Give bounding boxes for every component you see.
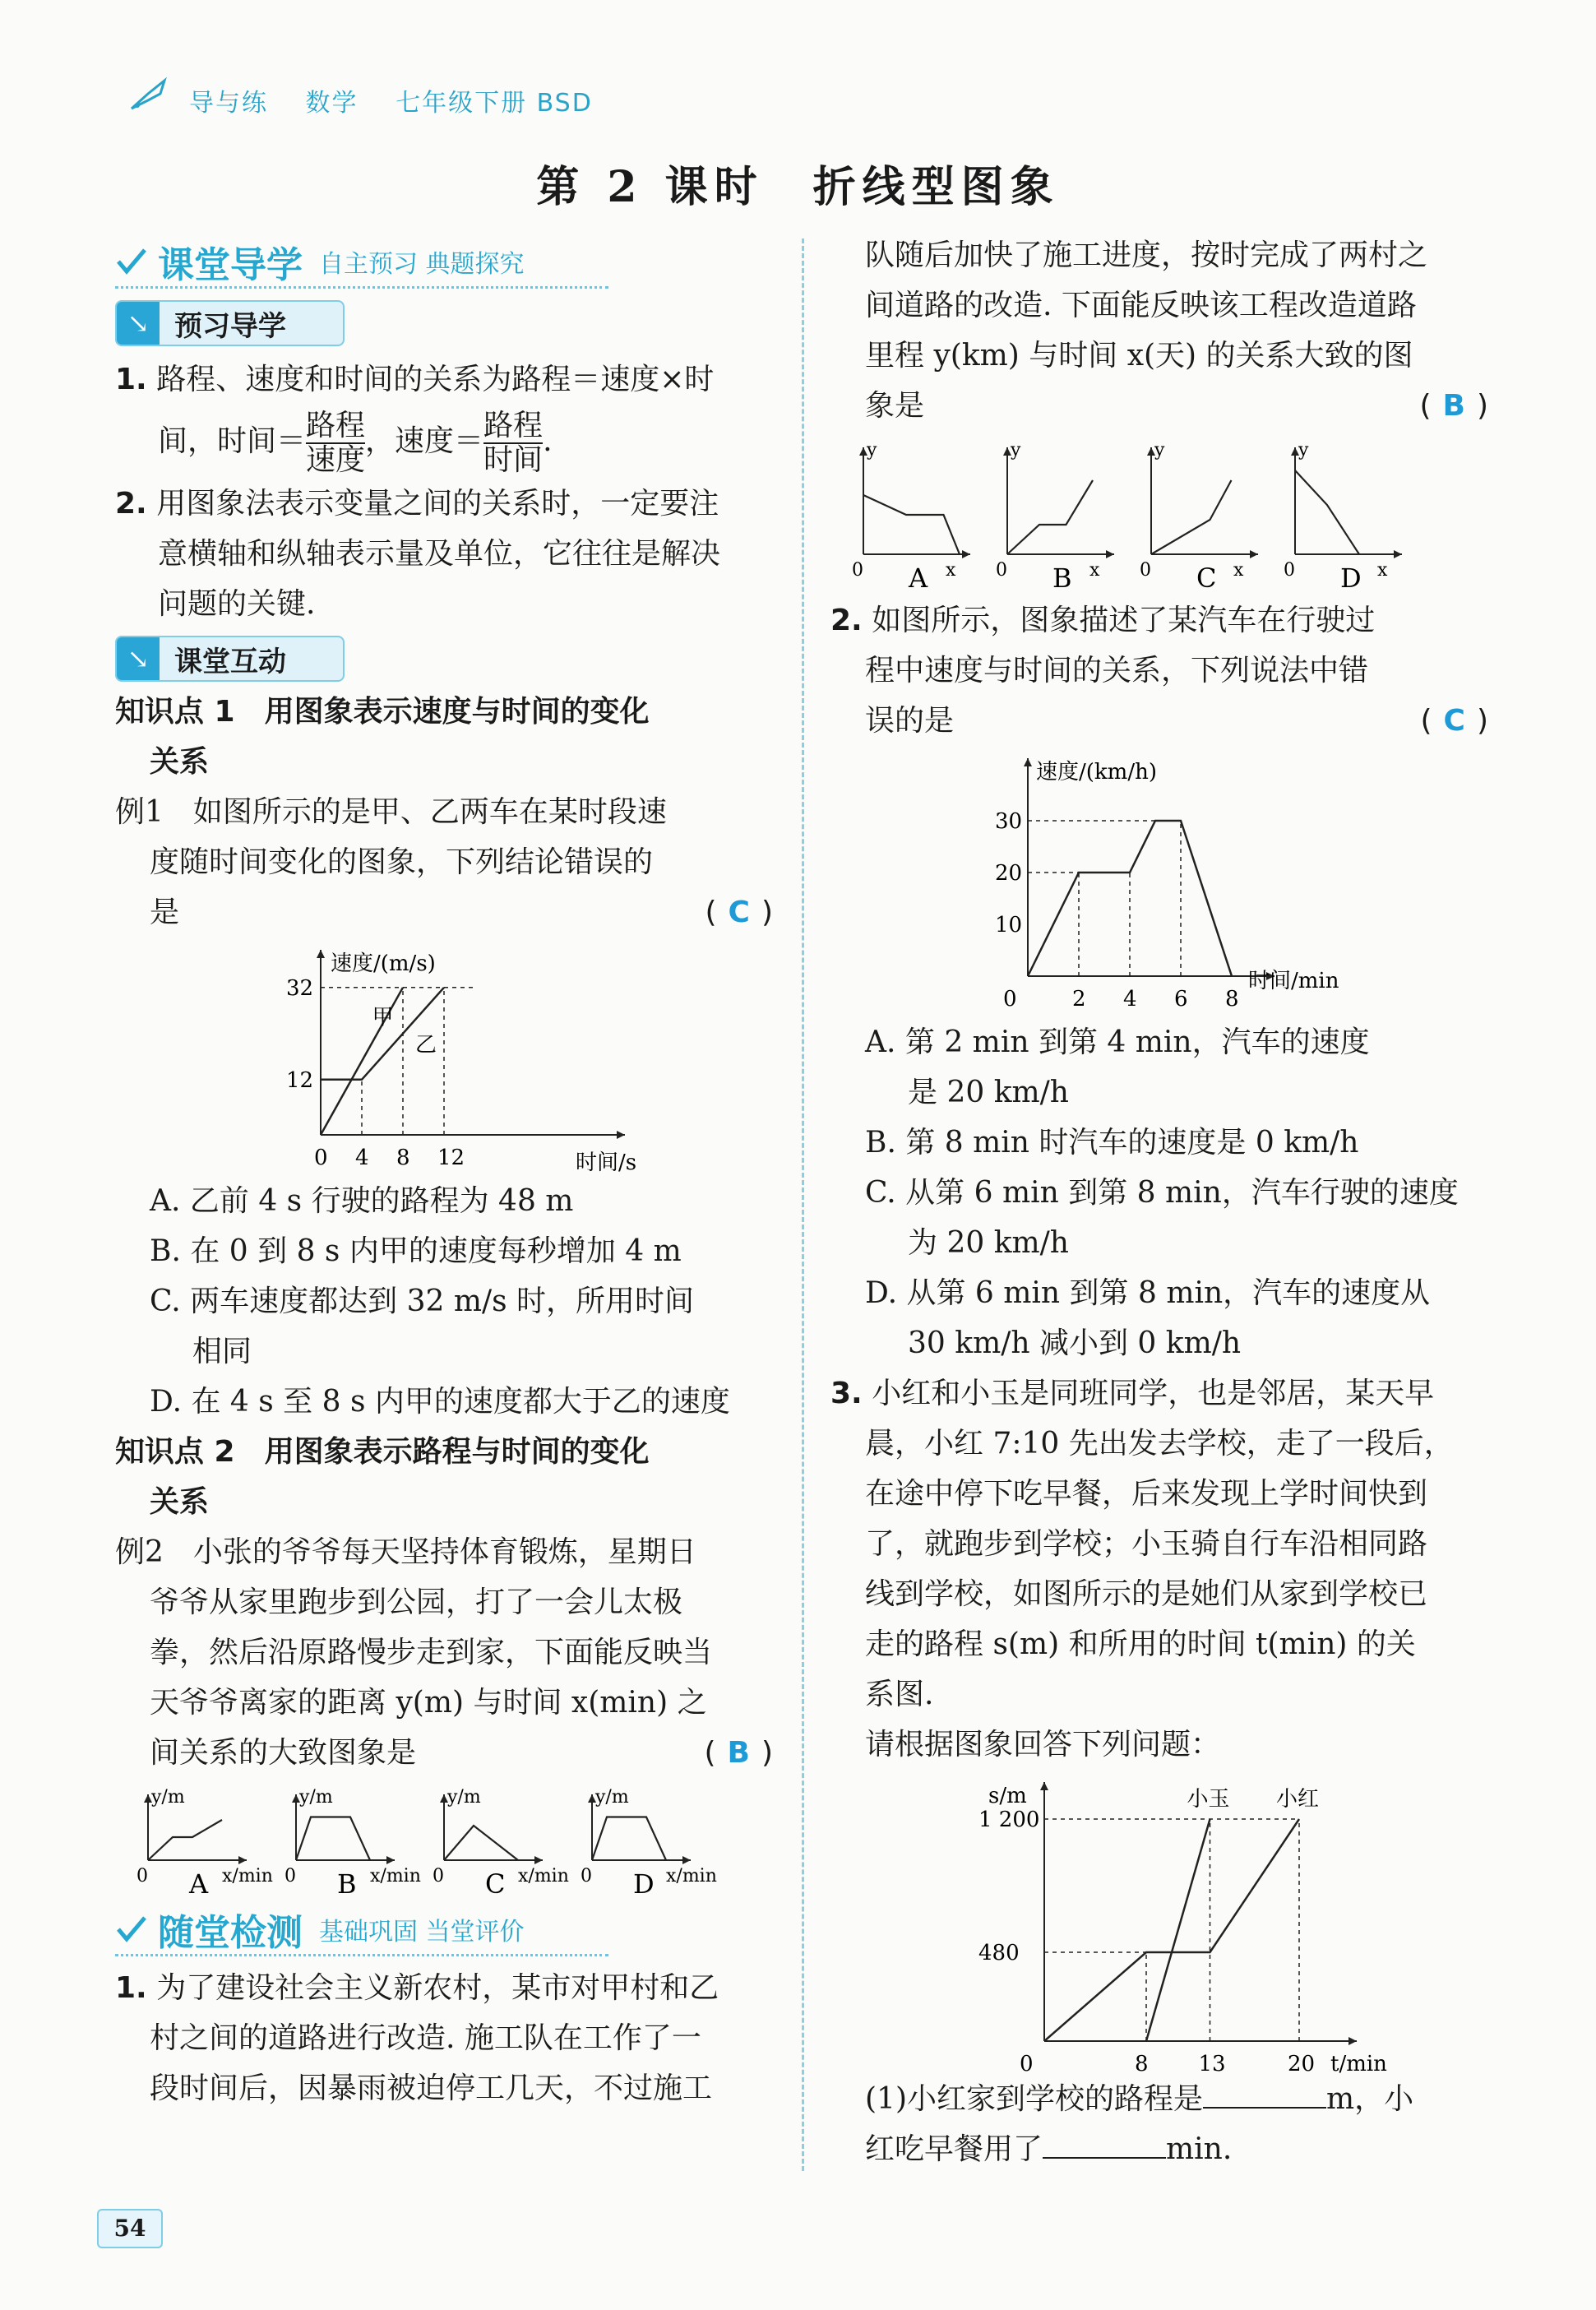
subject-name: 数学: [305, 89, 359, 118]
option-a: A. 第 2 min 到第 4 min，汽车的速度: [865, 1025, 1370, 1059]
section-banner-guide: [115, 238, 773, 285]
item-number: 1.: [115, 363, 147, 396]
x-tick-label: 8: [1225, 987, 1239, 1011]
text-line: 度随时间变化的图象，下列结论错误的: [150, 845, 654, 879]
mini-x-label: x: [1089, 560, 1100, 581]
mini-y-label: y/m: [151, 1787, 185, 1808]
x-arrow: [1394, 550, 1402, 558]
x-tick-label: 8: [396, 1146, 410, 1170]
x-axis-label: 时间/min: [1248, 969, 1339, 993]
example-1-options: [115, 1176, 773, 1427]
option-c-cont: 相同: [192, 1335, 252, 1368]
text-line: .: [543, 424, 553, 458]
x-arrow: [962, 550, 970, 558]
answer: C: [728, 896, 750, 929]
knowledge-point-2: [115, 1427, 773, 1527]
mini-x-label: x/min: [666, 1866, 717, 1886]
series-label: 甲: [372, 1005, 394, 1030]
text-line: 间，时间＝: [158, 424, 307, 458]
mini-x-label: x/min: [518, 1866, 569, 1886]
column-divider: [802, 238, 804, 2171]
mini-graph-line: [296, 1817, 370, 1861]
example-1: [115, 787, 773, 937]
series-label: 乙: [415, 1033, 437, 1058]
text-line: 爷爷从家里跑步到公园，打了一会儿太极: [150, 1586, 683, 1619]
x-arrow: [682, 1856, 691, 1864]
question-1-option-graphs: [830, 431, 1488, 595]
x-tick-label: 8: [1135, 2052, 1149, 2074]
answer-blank[interactable]: [1203, 2081, 1326, 2109]
answer-bracket: ( B ): [704, 1736, 773, 1770]
option-letter: B: [1052, 562, 1072, 594]
x-arrow: [1349, 2037, 1357, 2045]
option-b: B. 在 0 到 8 s 内甲的速度每秒增加 4 m: [150, 1234, 682, 1268]
mini-x-label: x: [1233, 560, 1244, 581]
y-tick-label: 10: [995, 913, 1023, 937]
series-label: 小红: [1276, 1787, 1320, 1812]
option-c: C. 两车速度都达到 32 m/s 时，所用时间: [150, 1285, 695, 1318]
banner-title: 随堂检测: [158, 1912, 303, 1954]
preview-item-2: [115, 479, 773, 629]
answer-bracket: ( C ): [1420, 704, 1488, 738]
question-1-cont: [830, 230, 1488, 431]
text-line: 用图象法表示变量之间的关系时，一定要注: [156, 487, 719, 521]
text-line: 村之间的道路进行改造. 施工队在工作了一: [150, 2021, 701, 2055]
x-tick-label: 20: [1288, 2052, 1316, 2074]
denominator: 速度: [306, 443, 366, 477]
text-line: 小红和小玉是同班同学，也是邻居，某天早: [872, 1377, 1435, 1410]
question-2-options: [830, 1017, 1488, 1368]
x-tick-label: 4: [355, 1146, 369, 1170]
section-banner-check: [115, 1906, 773, 1952]
mini-y-label: y/m: [595, 1787, 629, 1808]
x-tick-label: 0: [1003, 987, 1017, 1011]
x-tick-label: 4: [1123, 987, 1137, 1011]
text-line: 知识点 2 用图象表示路程与时间的变化: [115, 1435, 650, 1469]
text-line: 问题的关键.: [158, 587, 316, 621]
numerator: 路程: [483, 409, 544, 442]
grade-name: 七年级下册 BSD: [396, 89, 593, 118]
tag-label: 课堂互动: [174, 645, 286, 678]
mini-origin: 0: [136, 1866, 148, 1886]
text-line: 了，就跑步到学校；小玉骑自行车沿相同路: [865, 1527, 1428, 1561]
y-tick-label: 30: [995, 809, 1023, 834]
x-arrow: [238, 1856, 247, 1864]
mini-x-label: x/min: [222, 1866, 273, 1886]
mini-origin: 0: [1284, 560, 1295, 581]
mini-origin: 0: [1140, 560, 1151, 581]
answer: B: [1442, 389, 1465, 423]
y-tick-label: 12: [286, 1067, 314, 1093]
mini-graph-line: [1151, 480, 1232, 554]
mini-origin: 0: [285, 1866, 296, 1886]
item-number: 3.: [830, 1377, 863, 1410]
page-number: 54: [97, 2209, 163, 2248]
arrow-icon: ↘: [117, 302, 160, 345]
mini-y-label: y: [1011, 440, 1021, 461]
mini-y-label: y/m: [299, 1787, 333, 1808]
text-line: min.: [1166, 2132, 1233, 2166]
mini-graph-line: [1007, 480, 1093, 554]
option-letter: A: [189, 1868, 209, 1900]
option-d: D. 在 4 s 至 8 s 内甲的速度都大于乙的速度: [150, 1385, 730, 1419]
example-2-option-graphs: [115, 1778, 773, 1901]
fraction-speed: [483, 410, 543, 477]
x-tick-label: 0: [314, 1146, 328, 1170]
tag-preview: [115, 300, 345, 346]
series-line-小玉: [1146, 1819, 1210, 2041]
text-line: 例2 小张的爷爷每天坚持体育锻炼，星期日: [115, 1535, 696, 1569]
text-line: 段时间后，因暴雨被迫停工几天，不过施工: [150, 2072, 713, 2105]
text-line: ，速度＝: [365, 424, 484, 458]
y-tick-label: 1 200: [978, 1808, 1040, 1832]
numerator: 路程: [306, 409, 366, 442]
mini-graph-line: [148, 1820, 222, 1860]
y-arrow: [317, 950, 325, 958]
series-name: 导与练: [189, 89, 268, 118]
y-tick-label: 20: [995, 861, 1023, 886]
x-axis-label: 时间/s: [576, 1150, 637, 1175]
mini-y-label: y: [1298, 440, 1309, 461]
option-letter: A: [909, 562, 928, 594]
option-a: A. 乙前 4 s 行驶的路程为 48 m: [150, 1184, 574, 1218]
text-line: 线到学校，如图所示的是她们从家到学校已: [865, 1577, 1428, 1611]
text-line: (1)小红家到学校的路程是: [865, 2082, 1203, 2116]
x-arrow: [1106, 550, 1114, 558]
text-line: 晨，小红 7:10 先出发去学校，走了一段后，: [865, 1427, 1454, 1461]
x-tick-label: 2: [1072, 987, 1086, 1011]
pencil-check-icon: [115, 1913, 148, 1946]
mini-graph-line: [592, 1817, 666, 1861]
option-d: D. 从第 6 min 到第 8 min，汽车的速度从: [865, 1276, 1431, 1310]
answer: C: [1443, 704, 1465, 738]
mini-origin: 0: [852, 560, 863, 581]
option-c-cont: 为 20 km/h: [908, 1226, 1069, 1260]
x-arrow: [386, 1856, 395, 1864]
text-line: 意横轴和纵轴表示量及单位，它往往是解决: [158, 537, 721, 571]
chart-question-2: [830, 746, 1488, 1017]
mini-x-label: x: [1377, 560, 1388, 581]
item-number: 2.: [115, 487, 147, 521]
text-line: 队随后加快了施工进度，按时完成了两村之: [865, 238, 1428, 272]
text-line: 误的是: [865, 704, 955, 738]
denominator: 时间: [483, 443, 544, 477]
mini-graph-line: [444, 1826, 518, 1860]
text-line: 天爷爷离家的距离 y(m) 与时间 x(min) 之: [150, 1686, 707, 1720]
text-line: 知识点 1 用图象表示速度与时间的变化: [115, 695, 650, 729]
mini-origin: 0: [581, 1866, 592, 1886]
mini-origin: 0: [433, 1866, 444, 1886]
item-number: 2.: [830, 604, 863, 637]
mini-graph-line: [863, 495, 960, 554]
series-line-小红: [1044, 1819, 1299, 2041]
option-b: B. 第 8 min 时汽车的速度是 0 km/h: [865, 1126, 1359, 1160]
mini-y-label: y: [867, 440, 877, 461]
text-line: 例1 如图所示的是甲、乙两车在某时段速: [115, 795, 667, 829]
x-arrow: [1250, 550, 1258, 558]
mini-x-label: x/min: [370, 1866, 421, 1886]
page-title: 第 2 课时 折线型图象: [536, 162, 1060, 212]
option-letter: D: [633, 1868, 655, 1900]
answer-blank[interactable]: [1043, 2131, 1166, 2159]
x-arrow: [617, 1131, 625, 1139]
answer-bracket: ( B ): [1419, 389, 1488, 423]
y-axis-label: 速度/(m/s): [331, 951, 436, 976]
answer-bracket: ( C ): [705, 896, 773, 929]
option-letter: D: [1340, 562, 1362, 594]
question-1-start: [115, 1963, 773, 2113]
y-tick-label: 480: [978, 1941, 1020, 1965]
option-d-cont: 30 km/h 减小到 0 km/h: [908, 1326, 1242, 1360]
text-line: 路程、速度和时间的关系为路程＝速度×时: [156, 363, 715, 396]
option-a-cont: 是 20 km/h: [908, 1076, 1069, 1109]
text-line: 拳，然后沿原路慢步走到家，下面能反映当: [150, 1636, 713, 1669]
preview-item-1: [115, 354, 773, 479]
y-arrow: [1040, 1782, 1048, 1790]
text-line: 如图所示，图象描述了某汽车在行驶过: [872, 604, 1376, 637]
y-axis-label: 速度/(km/h): [1036, 760, 1157, 785]
banner-title: 课堂导学: [158, 244, 303, 286]
mini-y-label: y: [1154, 440, 1165, 461]
text-line: 程中速度与时间的关系，下列说法中错: [865, 654, 1369, 687]
pencil-check-icon: [115, 245, 148, 278]
left-column: [115, 238, 773, 2113]
series-label: 小玉: [1187, 1787, 1230, 1812]
y-arrow: [1024, 758, 1032, 766]
right-column: [830, 230, 1488, 2174]
mini-origin: 0: [996, 560, 1007, 581]
text-line: 里程 y(km) 与时间 x(天) 的关系大致的图: [865, 339, 1413, 373]
text-line: 系图.: [865, 1678, 934, 1711]
question-2: [830, 595, 1488, 746]
mini-graph-line: [1295, 470, 1359, 554]
text-line: 走的路程 s(m) 和所用的时间 t(min) 的关: [865, 1627, 1416, 1661]
tag-interaction: [115, 636, 345, 682]
text-line: 在途中停下吃早餐，后来发现上学时间快到: [865, 1477, 1428, 1511]
option-letter: C: [1196, 562, 1217, 594]
text-line: 是: [150, 896, 180, 929]
text-line: m，小: [1326, 2082, 1414, 2116]
answer: B: [727, 1736, 750, 1770]
mini-x-label: x: [946, 560, 956, 581]
mini-y-label: y/m: [447, 1787, 481, 1808]
chart-question-3: [830, 1770, 1488, 2074]
option-letter: B: [337, 1868, 357, 1900]
y-tick-label: 32: [286, 975, 314, 1001]
x-axis-label: t/min: [1330, 2052, 1387, 2074]
item-number: 1.: [115, 1971, 147, 2005]
x-tick-label: 0: [1020, 2052, 1034, 2074]
question-3-part-1: [830, 2074, 1488, 2174]
tag-label: 预习导学: [174, 309, 286, 343]
text-line: 关系: [150, 1485, 210, 1519]
text-line: 请根据图象回答下列问题：: [865, 1728, 1221, 1761]
knowledge-point-1: [115, 687, 773, 787]
text-line: 象是: [865, 389, 925, 423]
question-3: [830, 1368, 1488, 1770]
text-line: 间关系的大致图象是: [150, 1736, 417, 1770]
x-tick-label: 6: [1174, 987, 1188, 1011]
banner-subtitle: 自主预习 典题探究: [319, 250, 525, 279]
option-letter: C: [485, 1868, 506, 1900]
book-header: [189, 82, 621, 118]
text-line: 关系: [150, 745, 210, 779]
fraction-time: [306, 410, 365, 477]
x-arrow: [534, 1856, 543, 1864]
y-axis-label: s/m: [988, 1784, 1027, 1808]
arrow-icon: ↘: [117, 637, 160, 680]
example-2: [115, 1527, 773, 1778]
option-c: C. 从第 6 min 到第 8 min，汽车行驶的速度: [865, 1176, 1459, 1210]
chart-example-1: [115, 937, 773, 1176]
banner-subtitle: 基础巩固 当堂评价: [319, 1918, 525, 1947]
text-line: 为了建设社会主义新农村，某市对甲村和乙: [156, 1971, 719, 2005]
text-line: 红吃早餐用了: [865, 2132, 1043, 2166]
rocket-icon: [127, 76, 177, 112]
text-line: 间道路的改造. 下面能反映该工程改造道路: [865, 289, 1417, 322]
x-tick-label: 13: [1198, 2052, 1226, 2074]
x-tick-label: 12: [437, 1146, 465, 1170]
